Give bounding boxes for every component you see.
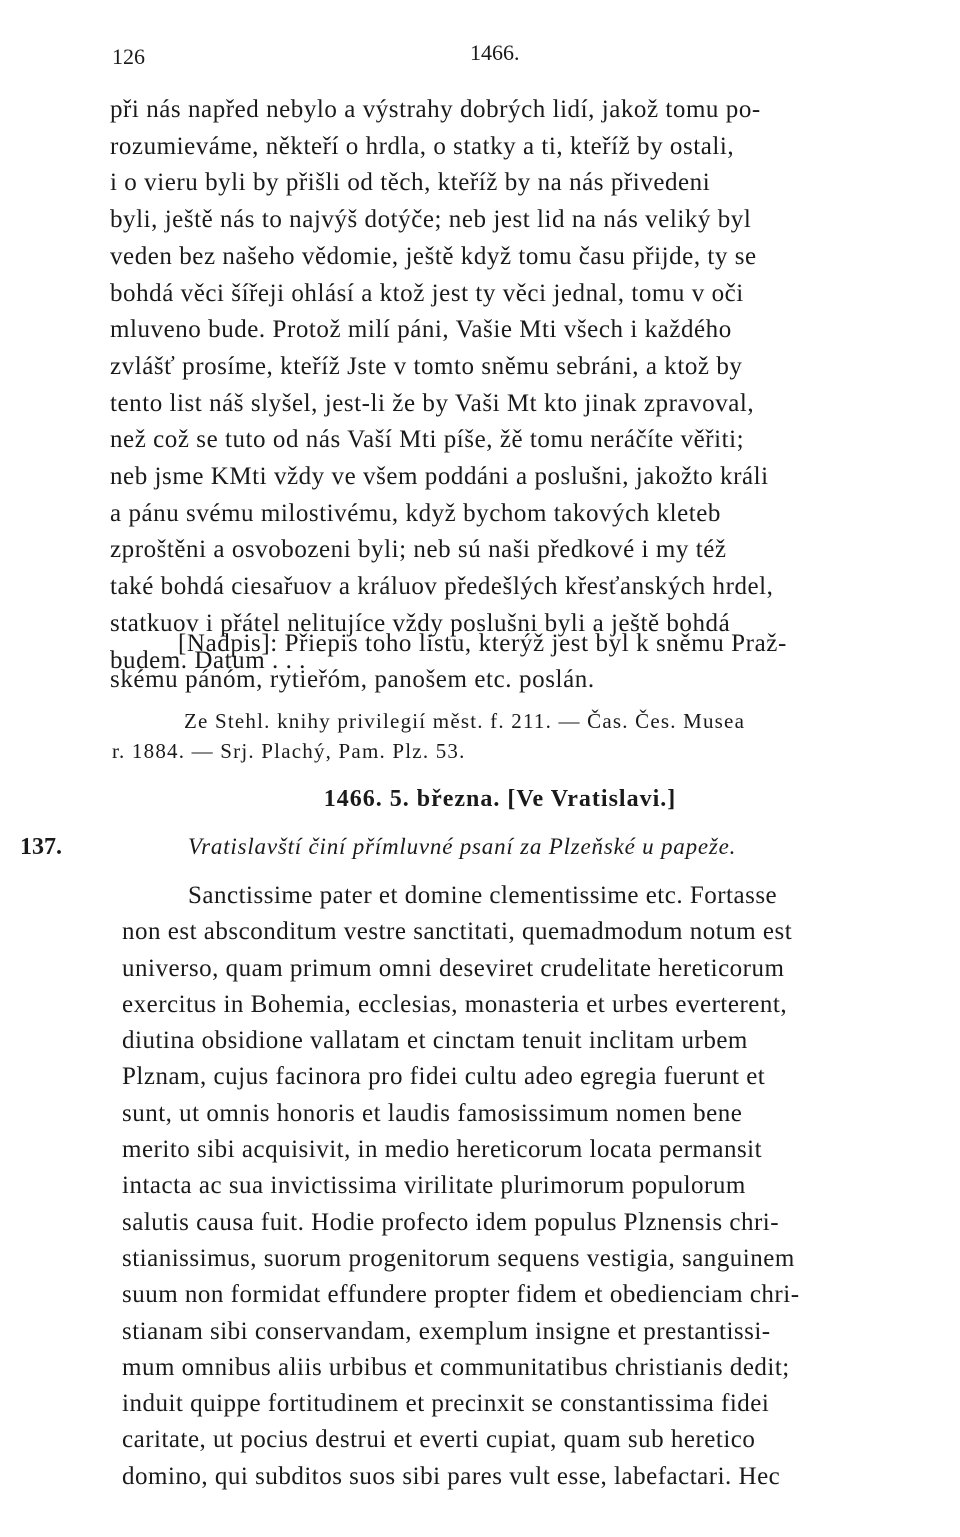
text-line: budem. Datum . . .: [110, 646, 306, 674]
source-note: [112, 706, 905, 766]
text-line: veden bez našeho vědomie, ještě když tomu času přijde, ty se: [110, 242, 757, 270]
text-line: rozumieváme, někteří o hrdla, o statky a ti, kteříž by ostali,: [110, 132, 735, 160]
text-line: sunt, ut omnis honoris et laudis famosissimum nomen bene: [122, 1099, 743, 1127]
text-line: stianam sibi conservandam, exemplum insigne et prestantissi-: [122, 1317, 771, 1345]
text-line: caritate, ut pocius destrui et everti cupiat, quam sub heretico: [122, 1426, 756, 1454]
text-line: domino, qui subditos suos sibi pares vult esse, labefactari. Hec: [122, 1462, 781, 1490]
text-line: exercitus in Bohemia, ecclesias, monasteria et urbes everterent,: [122, 990, 788, 1018]
text-line: intacta ac sua invictissima virilitate plurimorum populorum: [122, 1172, 746, 1200]
text-line: byli, ještě nás to najvýš dotýče; neb jest lid na nás veliký byl: [110, 206, 752, 234]
text-line: bohdá věci šířeji ohlásí a ktož jest ty věci jednal, tomu v oči: [110, 279, 744, 307]
text-line: i o vieru byli by přišli od těch, kteříž by na nás přivedeni: [110, 169, 711, 197]
text-line: Ze Stehl. knihy privilegií měst. f. 211. — Čas. Čes. Musea: [184, 709, 746, 733]
text-line: diutina obsidione vallatam et cinctam tenuit inclitam urbem: [122, 1027, 748, 1055]
text-line: non est absconditum vestre sanctitati, quemadmodum notum est: [122, 918, 793, 946]
text-line: při nás napřed nebylo a výstrahy dobrých lidí, jakož tomu po-: [110, 96, 761, 123]
document-title: Vratislavští činí přímluvné psaní za Plzeňské u papeže.: [188, 834, 737, 859]
text-line: tento list náš slyšel, jest-li že by Vaši Mt kto jinak zpravoval,: [110, 389, 755, 417]
text-line: r. 1884. — Srj. Plachý, Pam. Plz. 53.: [112, 739, 466, 763]
page-number: 126: [112, 44, 145, 69]
text-line: zproštěni a osvobozeni byli; neb sú naši předkové i my též: [110, 536, 727, 564]
text-line: universo, quam primum omni deseviret crudelitate hereticorum: [122, 954, 785, 982]
page-header: [0, 40, 960, 80]
text-line: suum non formidat effundere propter fidem et obedienciam chri-: [122, 1281, 800, 1309]
heading-note: [110, 626, 905, 698]
text-line: mluveno bude. Protož milí páni, Vašie Mti všech i každého: [110, 316, 732, 344]
text-line: skému pánóm, rytieřóm, panošem etc. poslán.: [110, 666, 595, 693]
czech-letter-text: [110, 92, 905, 679]
text-line: a pánu svému milostivému, když bychom takových kleteb: [110, 499, 721, 527]
text-line: [Nadpis]: Přiepis toho listu, kterýž jest byl k sněmu Praž-: [178, 630, 787, 657]
text-line: také bohdá ciesařuov a králuov předešlých křesťanských hrdel,: [110, 573, 774, 601]
latin-letter-text: [122, 878, 905, 1495]
running-header-year: 1466.: [470, 40, 520, 65]
document-date-heading: 1466. 5. března. [Ve Vratislavi.]: [323, 786, 677, 812]
text-line: Plznam, cujus facinora pro fidei cultu adeo egregia fuerunt et: [122, 1063, 766, 1091]
text-line: mum omnibus aliis urbibus et communitatibus christianis dedit;: [122, 1353, 790, 1381]
text-line: zvlášť prosíme, kteříž Jste v tomto sněmu sebráni, a ktož by: [110, 352, 743, 380]
text-line: statkuov i přátel nelitujíce vždy poslušni byli a ještě bohdá: [110, 609, 731, 637]
text-line: merito sibi acquisivit, in medio hereticorum locata permansit: [122, 1136, 763, 1164]
text-line: Sanctissime pater et domine clementissime etc. Fortasse: [188, 882, 778, 909]
text-line: induit quippe fortitudinem et precinxit se constantissima fidei: [122, 1390, 770, 1418]
text-line: stianissimus, suorum progenitorum sequens vestigia, sanguinem: [122, 1244, 795, 1272]
text-line: neb jsme KMti vždy ve všem poddáni a poslušni, jakožto králi: [110, 463, 769, 491]
text-line: než což se tuto od nás Vaší Mti píše, žě tomu neráčíte věřiti;: [110, 426, 745, 454]
text-line: salutis causa fuit. Hodie profecto idem populus Plznensis chri-: [122, 1208, 780, 1236]
document-number: 137.: [20, 834, 62, 860]
